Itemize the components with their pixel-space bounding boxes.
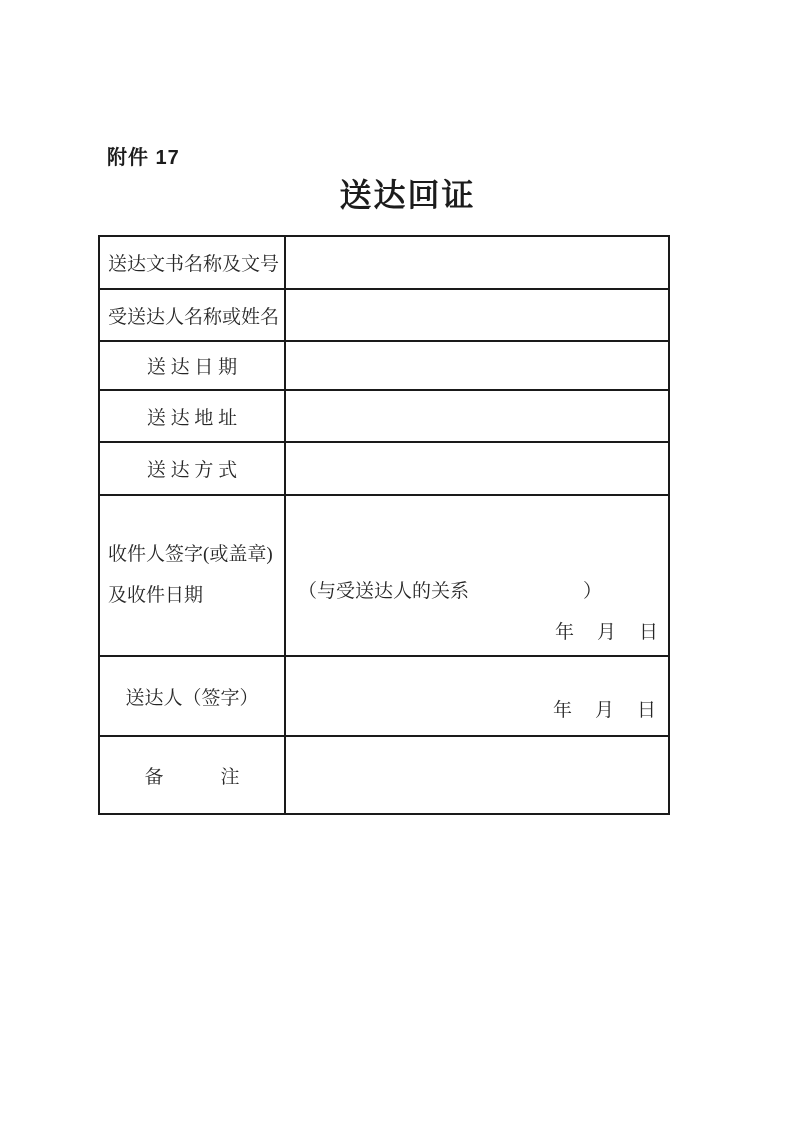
table-row-recipient-signature	[99, 495, 669, 656]
label-recipient-signature-line2: 及收件日期	[108, 585, 204, 606]
page-title: 送达回证	[339, 177, 476, 213]
label-remarks: 备 注	[99, 736, 285, 814]
value-service-method	[285, 442, 669, 495]
table-row-recipient-name	[99, 289, 669, 341]
label-recipient-name: 受送达人名称或姓名	[99, 289, 285, 341]
table-row-service-address	[99, 390, 669, 442]
date-placeholder-server: 年 月 日	[552, 700, 658, 721]
label-service-date: 送 达 日 期	[99, 341, 285, 390]
label-service-method: 送 达 方 式	[99, 442, 285, 495]
value-recipient-name	[285, 289, 669, 341]
table-row-service-method	[99, 442, 669, 495]
attachment-label: 附件 17	[107, 147, 180, 169]
value-document-name-number	[285, 236, 669, 289]
table-row-service-date	[99, 341, 669, 390]
value-server-signature	[285, 656, 669, 736]
label-recipient-signature	[99, 495, 285, 656]
label-service-address: 送 达 地 址	[99, 390, 285, 442]
table-row-document-name	[99, 236, 669, 289]
value-service-date	[285, 341, 669, 390]
service-receipt-table	[98, 235, 670, 815]
table-row-remarks	[99, 736, 669, 814]
value-remarks	[285, 736, 669, 814]
label-server-signature: 送达人（签字）	[99, 656, 285, 736]
table-row-server-signature	[99, 656, 669, 736]
value-service-address	[285, 390, 669, 442]
label-recipient-signature-line1: 收件人签字(或盖章)	[108, 544, 273, 565]
value-recipient-signature	[285, 495, 669, 656]
label-document-name-number: 送达文书名称及文号	[99, 236, 285, 289]
relation-note: （与受送达人的关系 ）	[298, 581, 603, 602]
date-placeholder-recipient: 年 月 日	[554, 622, 660, 643]
